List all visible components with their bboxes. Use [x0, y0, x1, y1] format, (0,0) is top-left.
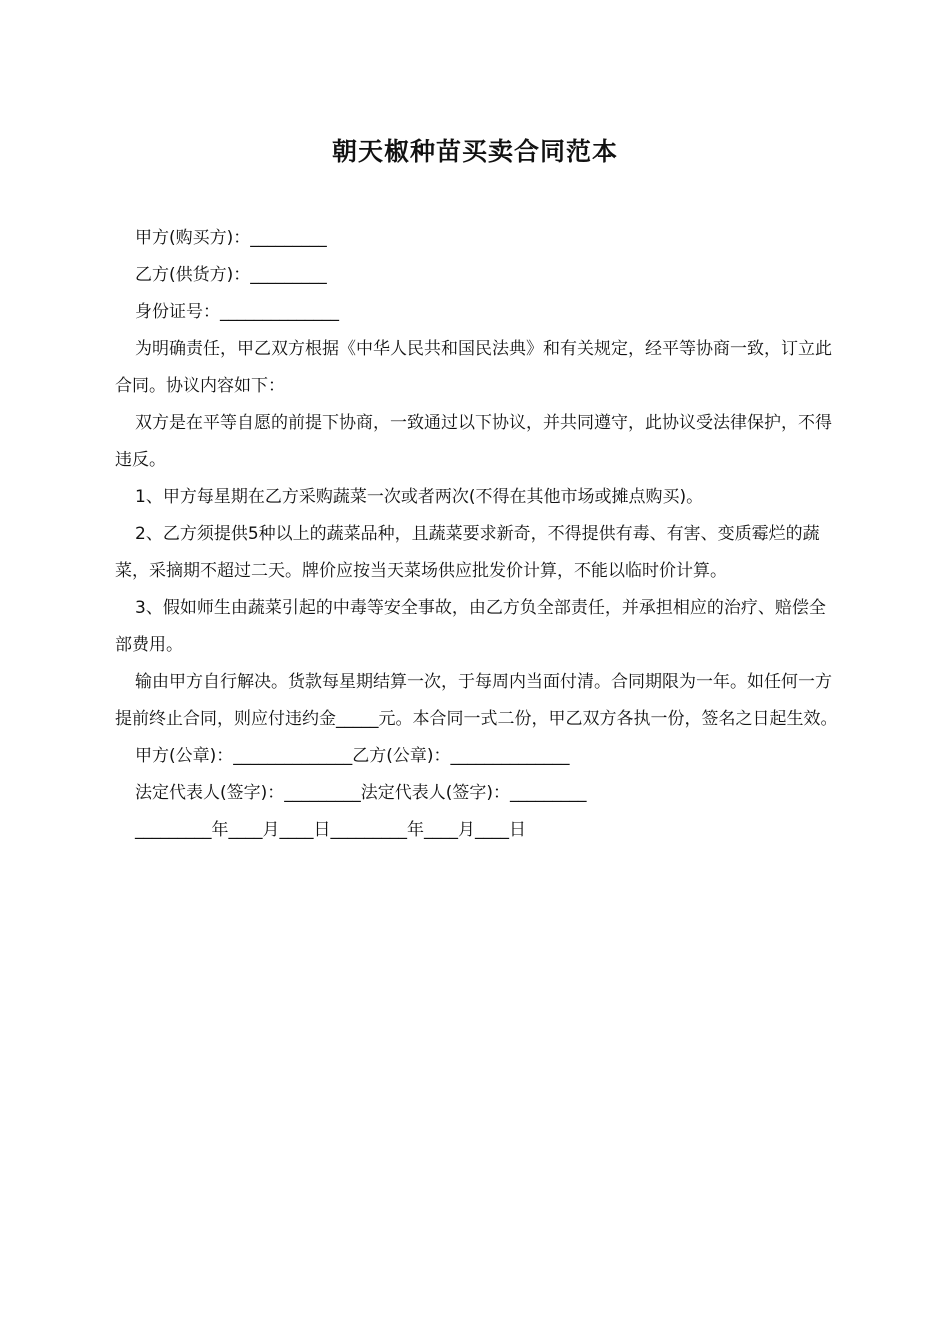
payment-terms-paragraph: 输由甲方自行解决。货款每星期结算一次，于每周内当面付清。合同期限为一年。如任何一方提前终止合同，则应付违约金_____元。本合同一式二份，甲乙双方各执一份，签名之日起生效。 [115, 672, 838, 729]
clause-1: 1、甲方每星期在乙方采购蔬菜一次或者两次(不得在其他市场或摊点购买)。 [135, 487, 704, 507]
signature-line: 法定代表人(签字)：_________法定代表人(签字)：_________ [135, 783, 587, 803]
clause-3: 3、假如师生由蔬菜引起的中毒等安全事故，由乙方负全部责任，并承担相应的治疗、赔偿全部费用。 [115, 598, 826, 655]
agreement-paragraph: 双方是在平等自愿的前提下协商，一致通过以下协议，并共同遵守，此协议受法律保护，不得违反。 [115, 413, 832, 470]
seal-line: 甲方(公章)：______________乙方(公章)：______________ [135, 746, 570, 766]
document-body [115, 220, 840, 849]
date-line: _________年____月____日_________年____月____日 [135, 820, 526, 840]
preamble-paragraph: 为明确责任，甲乙双方根据《中华人民共和国民法典》和有关规定，经平等协商一致，订立此合同。协议内容如下： [115, 339, 832, 396]
party-a-line: 甲方(购买方)：_________ [135, 228, 327, 248]
clause-2: 2、乙方须提供5种以上的蔬菜品种，且蔬菜要求新奇，不得提供有毒、有害、变质霉烂的蔬菜，采摘期不超过二天。牌价应按当天菜场供应批发价计算，不能以临时价计算。 [115, 524, 820, 581]
party-b-line: 乙方(供货方)：_________ [135, 265, 327, 285]
id-number-line: 身份证号：______________ [135, 302, 339, 322]
document-title: 朝天椒种苗买卖合同范本 [331, 137, 618, 166]
